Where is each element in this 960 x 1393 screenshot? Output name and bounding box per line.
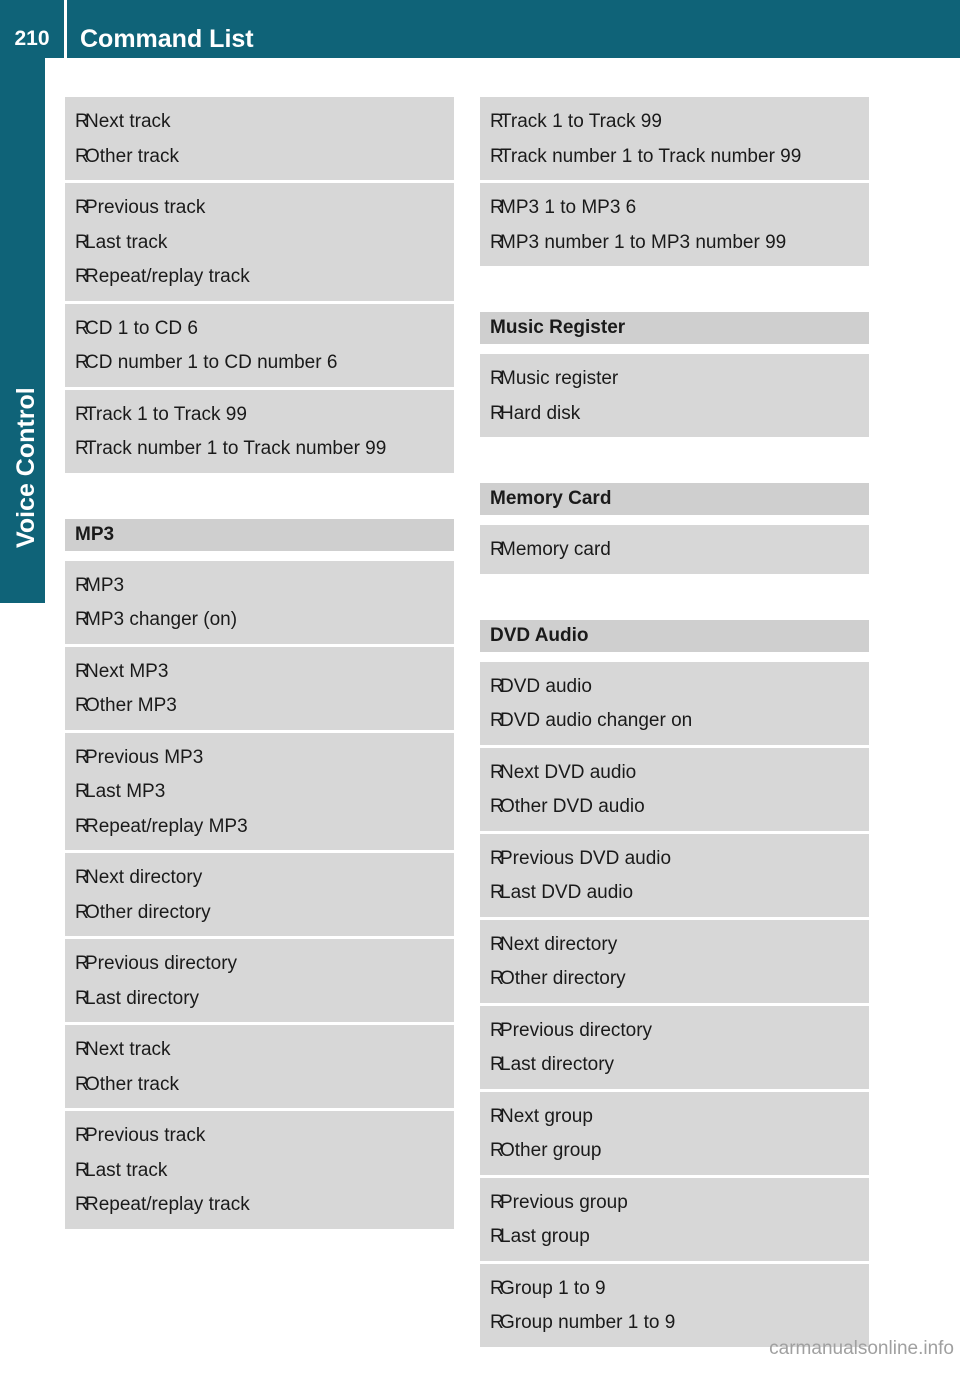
command-group [480,97,869,183]
command-text: Other track [85,1073,179,1095]
bullet-icon: R [490,847,504,869]
command-item [490,533,859,568]
bullet-icon: R [75,781,89,802]
command-text: Other track [85,145,179,167]
command-text: Repeat/replay MP3 [85,815,248,837]
bullet-icon: R [490,1277,504,1299]
command-item [75,260,444,295]
bullet-icon: R [75,145,89,167]
bullet-icon: R [75,317,89,339]
bullet-icon: R [75,1039,89,1060]
command-group [480,1178,869,1264]
command-text: Track number 1 to Track number 99 [500,145,802,167]
command-item [490,962,859,997]
footer-watermark: carmanualsonline.info [769,1338,954,1359]
command-text: Last directory [85,987,200,1009]
command-text: Group 1 to 9 [500,1277,606,1299]
command-item [75,1188,444,1223]
command-text: MP3 1 to MP3 6 [500,197,637,218]
bullet-icon: R [75,111,89,132]
command-section [480,483,869,574]
command-item [75,741,444,776]
command-text: CD 1 to CD 6 [85,317,198,339]
bullet-icon: R [75,231,89,253]
bullet-icon: R [75,403,89,425]
command-text: Last MP3 [85,781,166,802]
command-text: Previous MP3 [85,746,204,768]
bullet-icon: R [75,352,89,373]
command-text: Next directory [85,867,203,888]
bullet-icon: R [75,438,89,459]
bullet-icon: R [490,675,504,697]
command-item [75,140,444,175]
command-text: Previous track [85,1125,206,1146]
command-item [75,569,444,604]
command-group [480,1264,869,1347]
command-text: Next directory [500,933,618,955]
command-text: Repeat/replay track [85,266,250,287]
command-item [490,704,859,739]
bullet-icon: R [490,1054,504,1075]
command-text: Group number 1 to 9 [500,1312,676,1333]
bullet-icon: R [490,710,504,731]
command-text: Track 1 to Track 99 [85,403,247,425]
command-item [75,896,444,931]
bullet-icon: R [75,197,89,218]
command-group [65,97,454,183]
command-item [490,756,859,791]
bullet-icon: R [75,867,89,888]
command-item [490,1186,859,1221]
command-group [65,1111,454,1229]
bullet-icon: R [490,1105,504,1127]
command-item [75,1068,444,1103]
bullet-icon: R [75,695,89,716]
bullet-icon: R [75,1159,89,1181]
bullet-icon: R [490,145,504,167]
command-text: Last DVD audio [500,882,634,903]
command-text: Last track [85,1159,168,1181]
command-group [65,561,454,647]
command-item [490,1306,859,1341]
bullet-icon: R [490,1191,504,1213]
bullet-icon: R [75,609,89,630]
page-number: 210 [14,27,50,50]
command-text: Previous directory [85,953,238,974]
command-group [480,354,869,437]
command-text: Next DVD audio [500,761,637,783]
command-item [75,810,444,845]
command-item [490,1014,859,1049]
command-text: Next MP3 [85,660,169,682]
bullet-icon: R [75,953,89,974]
bullet-icon: R [490,231,504,253]
command-section [480,620,869,1347]
command-group [65,390,454,473]
bullet-icon: R [490,1226,504,1247]
bullet-icon: R [490,933,504,955]
command-text: MP3 [85,574,125,596]
header-divider [64,0,67,58]
command-item [75,947,444,982]
command-item [75,603,444,638]
bullet-icon: R [75,1194,89,1215]
command-text: Next track [85,111,171,132]
bullet-icon: R [75,746,89,768]
command-section [480,97,869,266]
command-group [480,748,869,834]
command-item [490,1220,859,1255]
command-group [480,662,869,748]
bullet-icon: R [490,761,504,783]
command-text: Last group [500,1226,590,1247]
command-text: Track 1 to Track 99 [500,111,662,132]
bullet-icon: R [490,111,504,132]
command-text: Repeat/replay track [85,1194,250,1215]
bullet-icon: R [75,987,89,1009]
command-item [75,775,444,810]
bullet-icon: R [490,1140,504,1161]
command-item [75,312,444,347]
command-item [490,876,859,911]
command-item [75,1119,444,1154]
command-text: DVD audio [500,675,592,697]
command-text: Last directory [500,1054,615,1075]
command-text: Previous directory [500,1019,653,1041]
command-text: Previous track [85,197,206,218]
bullet-icon: R [75,266,89,287]
command-item [490,397,859,432]
command-item [490,928,859,963]
command-text: Other directory [85,901,211,923]
command-text: Previous DVD audio [500,847,672,869]
command-text: MP3 changer (on) [85,609,238,630]
command-text: Other DVD audio [500,796,645,817]
command-text: MP3 number 1 to MP3 number 99 [500,231,787,253]
bullet-icon: R [490,1019,504,1041]
side-tab-label: Voice Control [12,387,40,548]
command-text: Music register [500,368,619,389]
command-text: Other MP3 [85,695,177,716]
command-section [480,312,869,437]
page-title: Command List [80,25,254,53]
command-text: Other directory [500,968,626,989]
bullet-icon: R [490,968,504,989]
command-item [490,226,859,261]
bullet-icon: R [490,197,504,218]
page-header [0,0,960,58]
command-group [480,834,869,920]
command-group [480,1006,869,1092]
command-text: Next track [85,1039,171,1060]
command-item [75,105,444,140]
bullet-icon: R [490,539,504,560]
command-text: CD number 1 to CD number 6 [85,352,338,373]
bullet-icon: R [490,1312,504,1333]
section-title: Memory Card [480,483,869,515]
command-item [490,1134,859,1169]
bullet-icon: R [75,1125,89,1146]
command-section [65,519,454,1229]
command-item [75,432,444,467]
command-item [490,362,859,397]
command-group [65,304,454,390]
command-group [480,920,869,1006]
section-title: Music Register [480,312,869,344]
command-item [75,861,444,896]
command-item [490,1100,859,1135]
command-group [65,647,454,733]
command-item [490,1048,859,1083]
command-item [75,191,444,226]
bullet-icon: R [75,901,89,923]
bullet-icon: R [490,796,504,817]
bullet-icon: R [75,574,89,596]
command-item [75,982,444,1017]
command-group [65,733,454,854]
command-item [490,1272,859,1307]
command-item [490,191,859,226]
left-column [65,97,454,1275]
command-group [480,525,869,574]
command-item [75,1154,444,1189]
command-text: Memory card [500,539,611,560]
bullet-icon: R [75,1073,89,1095]
command-item [75,346,444,381]
command-group [65,939,454,1025]
command-item [75,655,444,690]
command-item [75,226,444,261]
command-text: Last track [85,231,168,253]
command-item [490,842,859,877]
command-section [65,97,454,473]
command-group [65,183,454,304]
command-group [65,853,454,939]
command-text: Hard disk [500,402,581,424]
command-text: Next group [500,1105,593,1127]
command-item [75,1033,444,1068]
command-item [490,790,859,825]
section-title: DVD Audio [480,620,869,652]
command-group [65,1025,454,1111]
right-column [480,97,869,1393]
command-text: Track number 1 to Track number 99 [85,438,387,459]
bullet-icon: R [490,882,504,903]
command-group [480,183,869,266]
section-title: MP3 [65,519,454,551]
bullet-icon: R [490,402,504,424]
command-text: Other group [500,1140,602,1161]
bullet-icon: R [75,815,89,837]
command-item [75,398,444,433]
command-item [490,105,859,140]
command-item [490,670,859,705]
bullet-icon: R [490,368,504,389]
command-text: Previous group [500,1191,628,1213]
bullet-icon: R [75,660,89,682]
command-text: DVD audio changer on [500,710,693,731]
command-item [490,140,859,175]
command-group [480,1092,869,1178]
command-item [75,689,444,724]
